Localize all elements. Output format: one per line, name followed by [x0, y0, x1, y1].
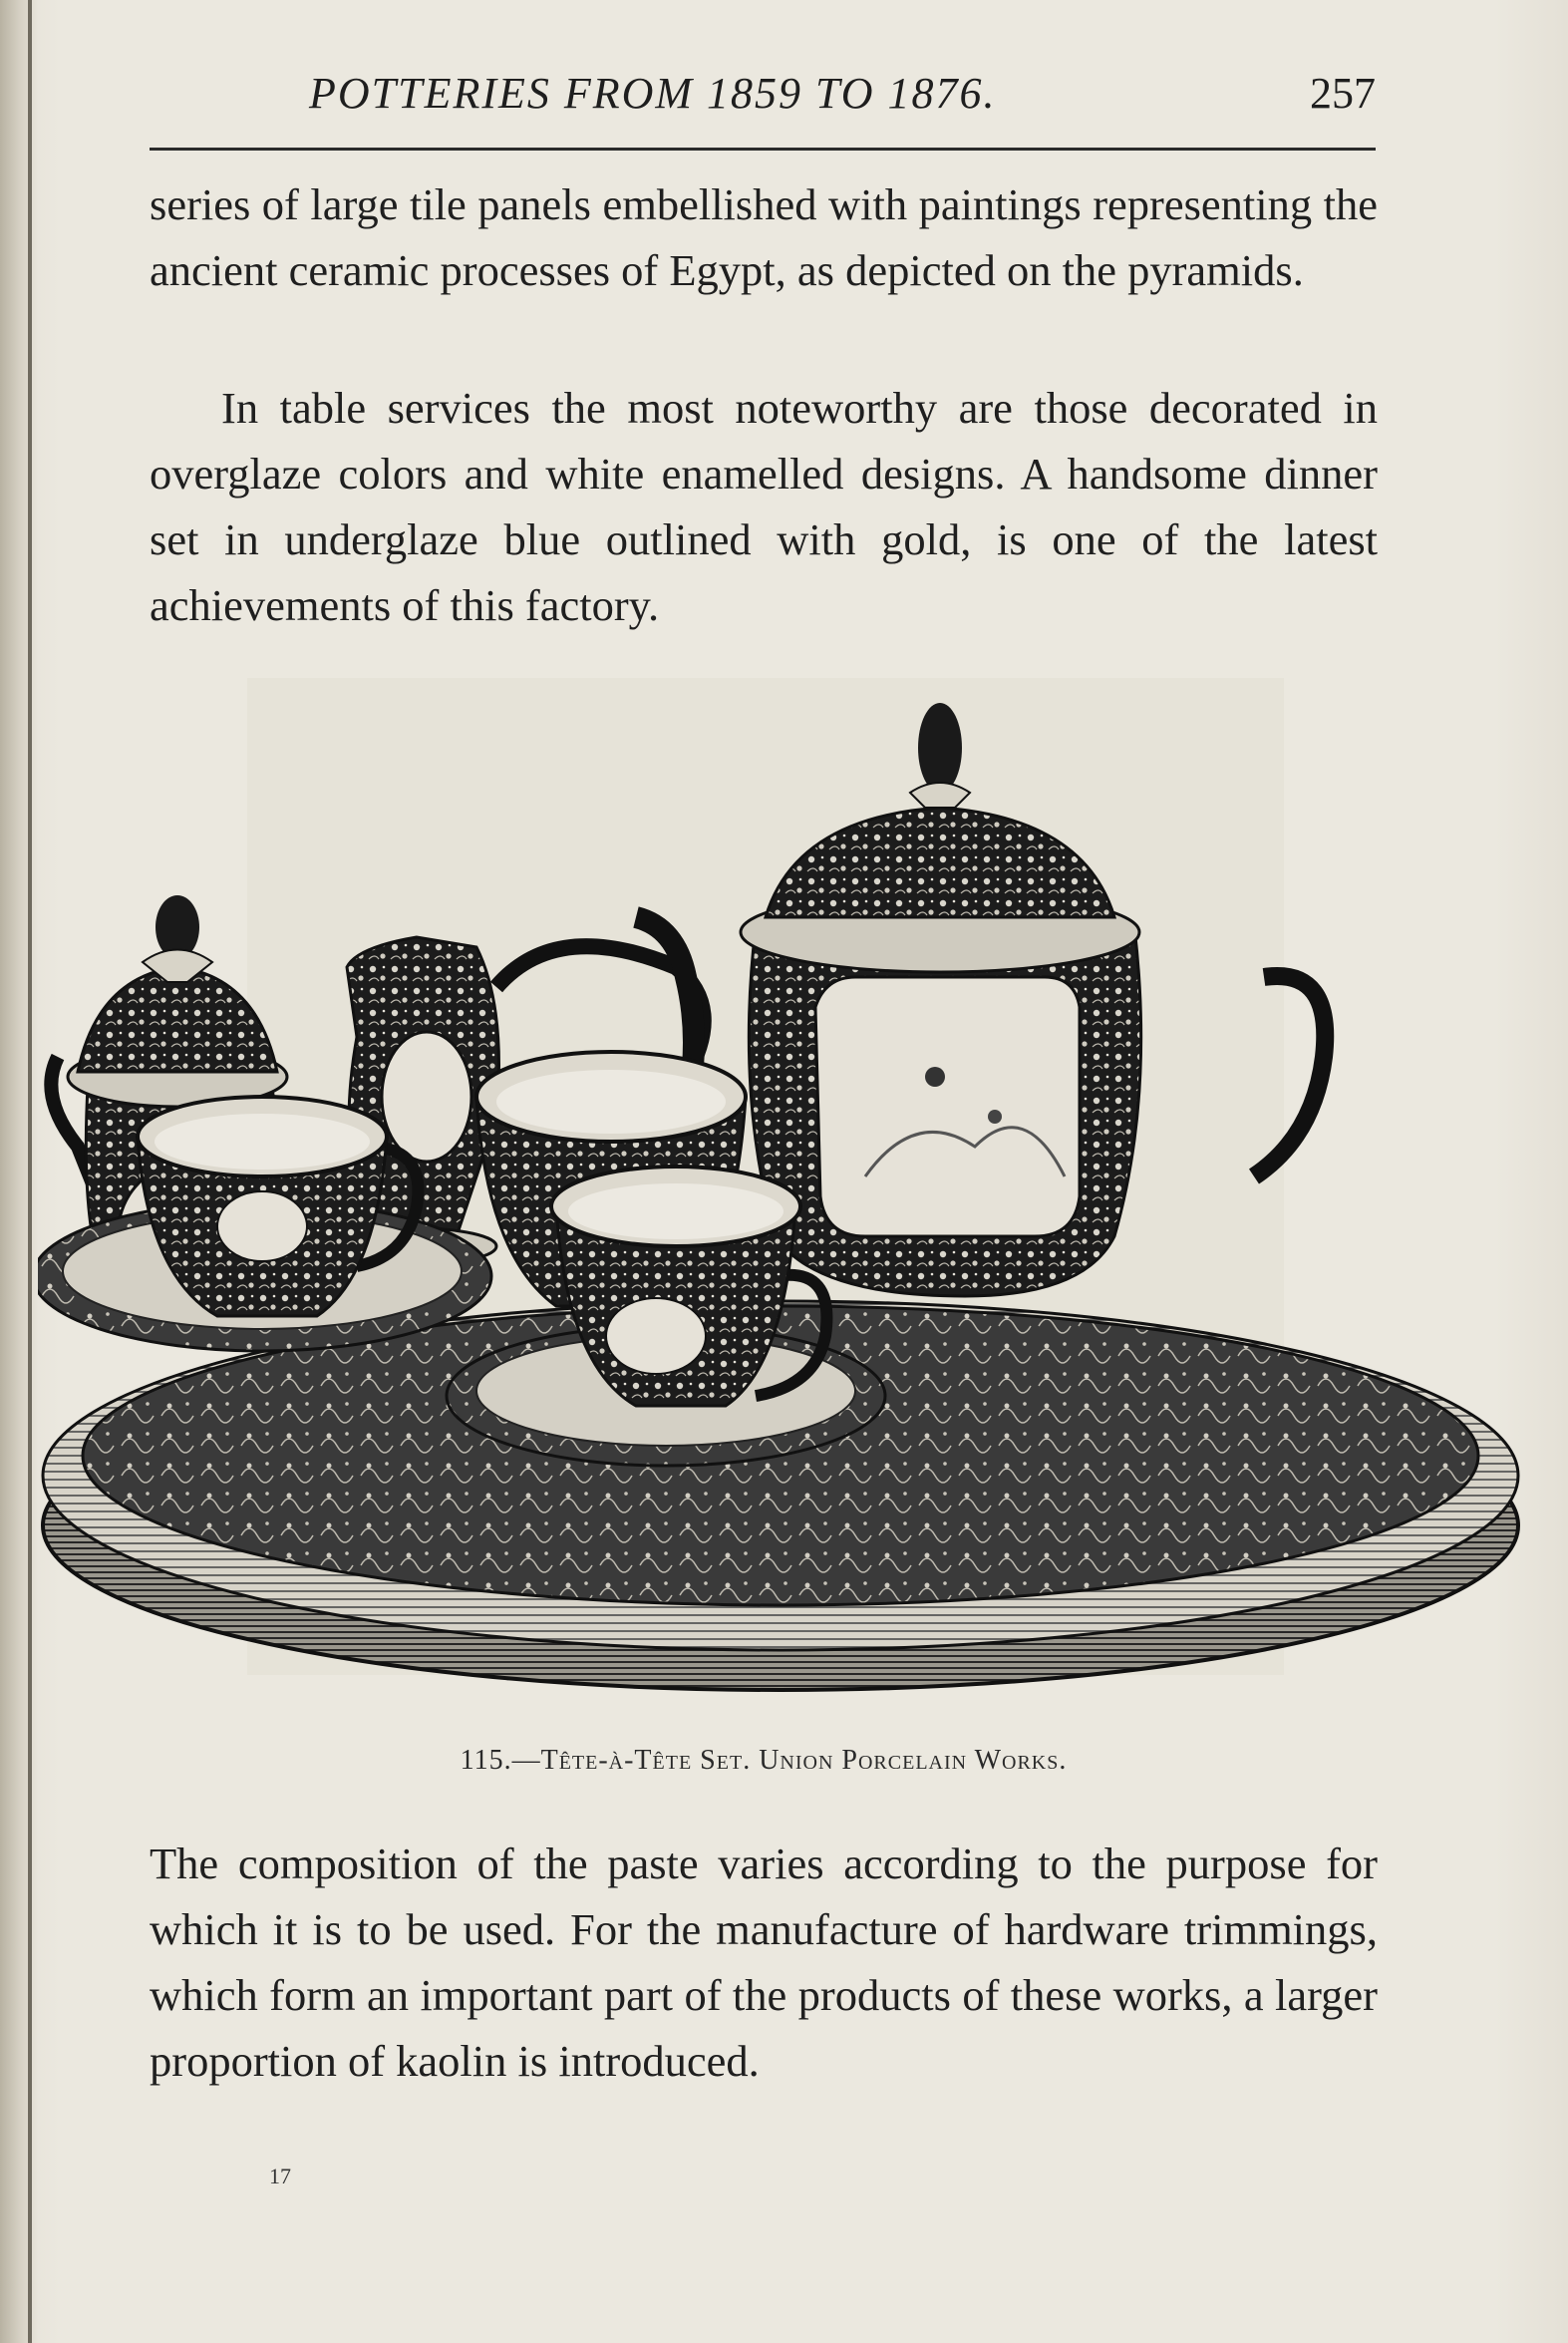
running-head-title: POTTERIES FROM 1859 TO 1876.	[309, 69, 997, 118]
page-number: 257	[1310, 69, 1376, 118]
figure-caption: 115.—Tête-à-Tête Set. Union Porcelain Works.	[460, 1745, 1068, 1776]
paragraph-3-text: The composition of the paste varies according to the purpose for which it is to be used. For the manufacture of hardware trimmings, which form an important part of the products of these works, a larger proportion of kaolin is introduced.	[150, 1839, 1378, 2086]
paragraph-1	[150, 171, 1378, 303]
running-head	[150, 60, 1376, 140]
engraving-tea-set	[38, 678, 1523, 1695]
signature-mark: 17	[269, 2164, 291, 2188]
paragraph-3	[150, 1831, 1378, 2094]
paragraph-2-text: In table services the most noteworthy are those decorated in overglaze colors and white enamelled designs. A handsome dinner set in underglaze blue outlined with gold, is one of the latest achievements of this factory.	[150, 383, 1378, 630]
binding-shadow	[0, 0, 38, 2343]
paragraph-2	[150, 375, 1378, 638]
tea-set-illustration	[38, 678, 1523, 1695]
header-rule	[150, 148, 1376, 151]
binding-edge	[28, 0, 32, 2343]
paragraph-1-text: series of large tile panels embellished with paintings representing the ancient ceramic processes of Egypt, as depicted on the pyramids.	[150, 179, 1378, 295]
